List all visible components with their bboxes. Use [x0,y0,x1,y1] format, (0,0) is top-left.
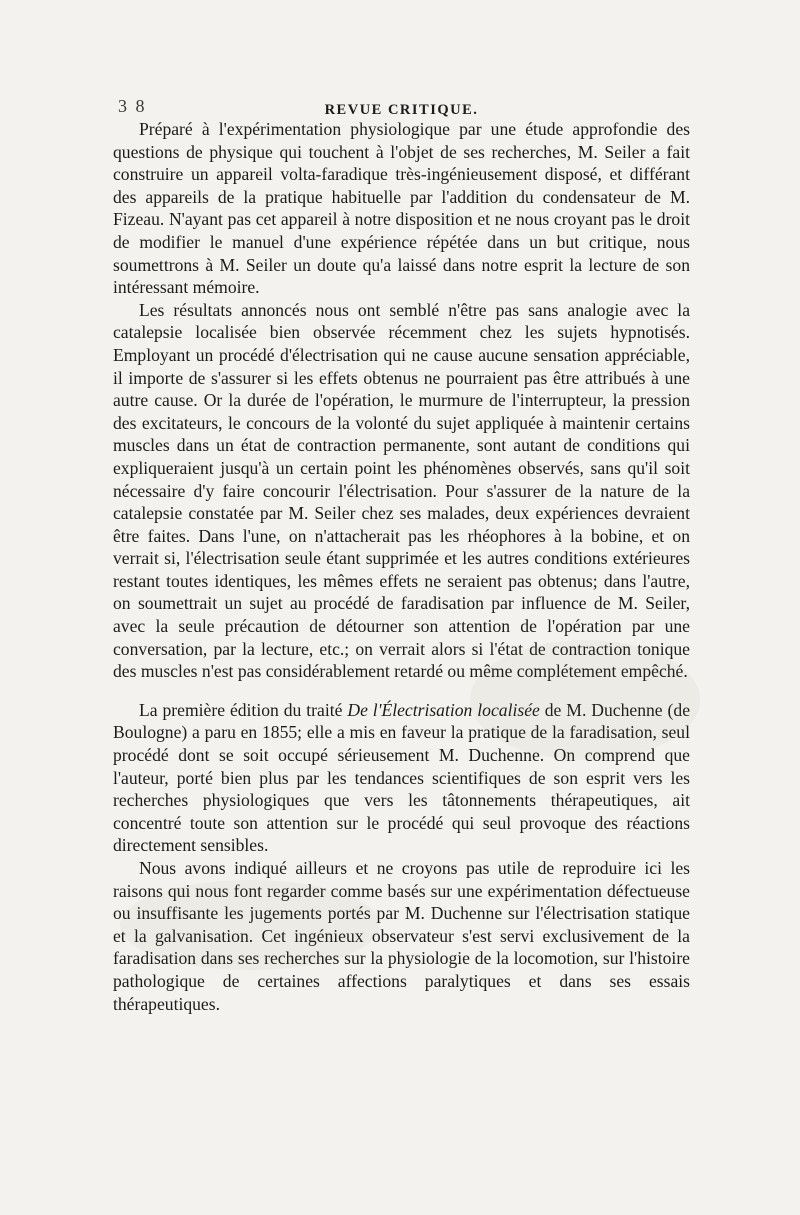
running-head: REVUE CRITIQUE. [324,102,479,118]
paragraph-3-text-end: de M. Duchenne (de Boulogne) a paru en 1855; elle a mis en faveur la pratique de la faradisation, seul procédé dont se soit occupé sérieusement M. Duchenne. On comprend que l'auteur, porté bien plus par les tendances scientifiques de son esprit vers les recherches physiologiques que vers les tâtonnements thérapeutiques, ait concentré toute son attention sur le procédé qui seul provoque des réactions directement sensibles. [113,699,691,856]
page-number: 3 8 [118,96,147,116]
paragraph-4: Nous avons indiqué ailleurs et ne croyons pas utile de reproduire ici les raisons qui nous font regarder comme basés sur une expérimentation défectueuse ou insuffisante les jugements portés par M. Duchenne sur l'électrisation statique et la galvanisation. Cet ingénieux observateur s'est servi exclusivement de la faradisation dans ses recherches sur la physiologie de la locomotion, sur l'histoire pathologique de certaines affections paralytiques et dans ses essais thérapeutiques. [113,858,690,1014]
section-gap [113,683,690,699]
paragraph-1: Préparé à l'expérimentation physiologique par une étude approfondie des questions de physique qui touchent à l'objet de ses recherches, M. Seiler a fait construire un appareil volta-faradique très-ingénieusement disposé, et différant des appareils de la pratique habituelle par l'addition du condensateur de M. Fizeau. N'ayant pas cet appareil à notre disposition et ne nous croyant pas le droit de modifier le manuel d'une expérience répétée dans un but critique, nous soumettrons à M. Seiler un doute qu'a laissé dans notre esprit la lecture de son intéressant mémoire. [113,119,690,298]
paragraph-2: Les résultats annoncés nous ont semblé n'être pas sans analogie avec la catalepsie localisée bien observée récemment chez les sujets hypnotisés. Employant un procédé d'électrisation qui ne cause aucune sensation appréciable, il importe de s'assurer si les effets obtenus ne pourraient pas être attribués à une autre cause. Or la durée de l'opération, le murmure de l'interrupteur, la pression des excitateurs, le concours de la volonté du sujet appliquée à maintenir certains muscles dans un état de contraction permanente, sont autant de conditions qui expliqueraient jusqu'à un certain point les phénomènes observés, sans qu'il soit nécessaire d'y faire concourir l'électrisation. Pour s'assurer de la nature de la catalepsie constatée par M. Seiler chez ses malades, deux expériences devraient être faites. Dans l'une, on n'attacherait pas les rhéophores à la bobine, et on verrait si, l'électrisation seule étant supprimée et les autres conditions extérieures restant toutes identiques, les mêmes effets ne seraient pas obtenus; dans l'autre, on soumettrait un sujet au procédé de faradisation par influence de M. Seiler, avec la seule précaution de détourner son attention de l'opération par une conversation, par la lecture, etc.; on verrait alors si l'état de contraction tonique des muscles n'est pas considérablement retardé ou même complétement empêché. [113,299,690,682]
paragraph-3 [113,699,690,857]
page-header [113,82,690,118]
book-title: De l'Électrisation localisée [347,699,540,720]
paragraph-3-text-start: La première édition du traité [139,699,348,720]
